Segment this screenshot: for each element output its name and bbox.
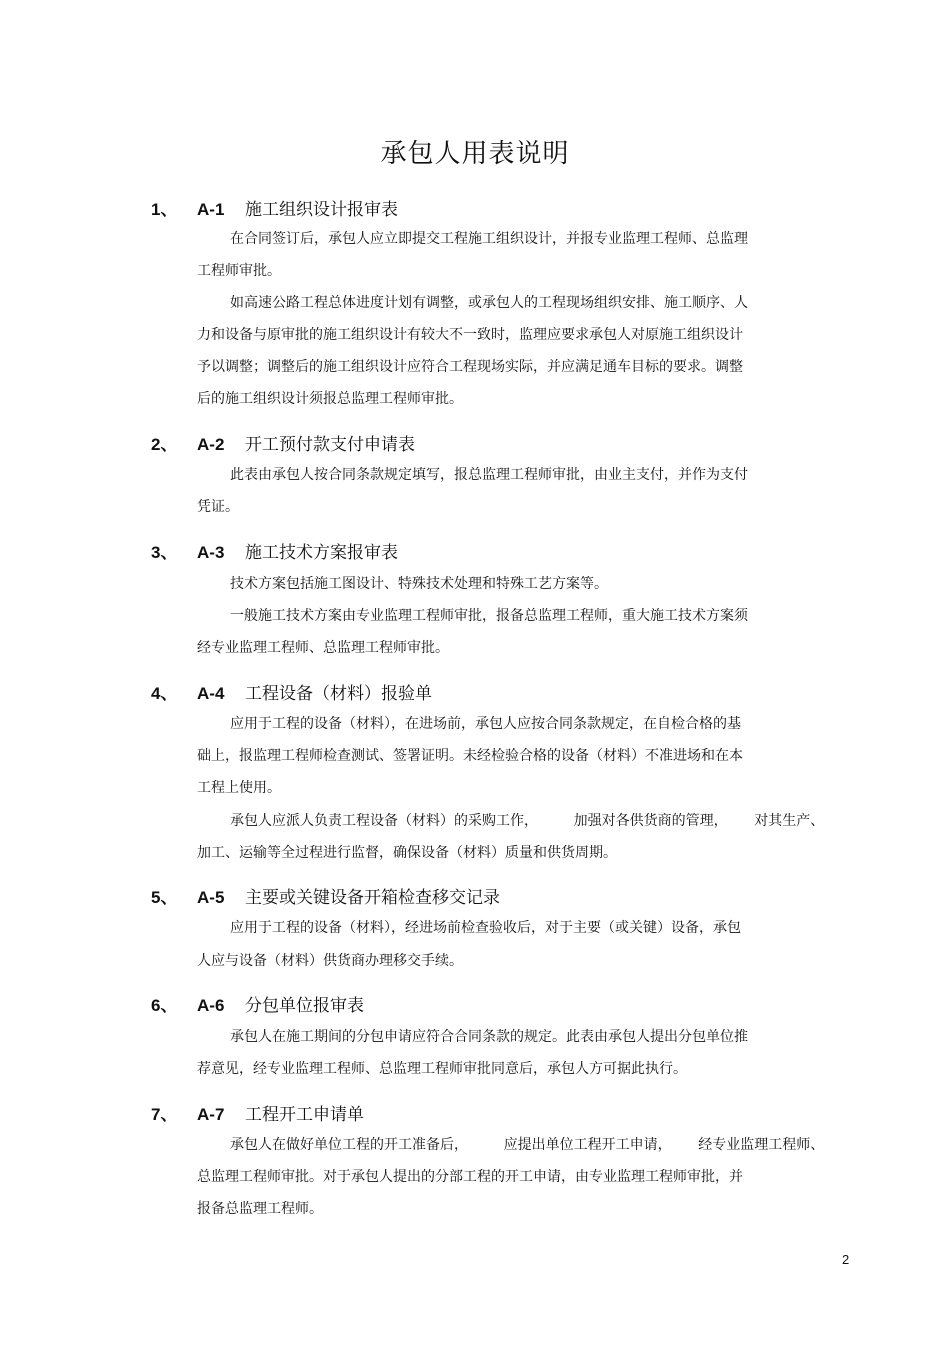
section-title: 工程设备（材料）报验单	[245, 684, 432, 704]
paragraph-line: 人应与设备（材料）供货商办理移交手续。	[197, 953, 463, 969]
paragraph-line: 如高速公路工程总体进度计划有调整，或承包人的工程现场组织安排、施工顺序、人	[230, 295, 748, 311]
paragraph-line: 经专业监理工程师、总监理工程师审批。	[197, 640, 449, 656]
section-number: 6、	[151, 996, 178, 1015]
page-title: 承包人用表说明	[380, 139, 570, 169]
section-heading-a5	[0, 884, 950, 912]
paragraph-line: 承包人应派人负责工程设备（材料）的采购工作， 加强对各供货商的管理， 对其生产、	[230, 813, 825, 829]
paragraph-line: 荐意见，经专业监理工程师、总监理工程师审批同意后，承包人方可据此执行。	[197, 1061, 687, 1077]
paragraph-line: 承包人在做好单位工程的开工准备后， 应提出单位工程开工申请， 经专业监理工程师、	[230, 1137, 825, 1153]
paragraph-line: 在合同签订后，承包人应立即提交工程施工组织设计，并报专业监理工程师、总监理	[230, 231, 748, 247]
paragraph-line: 力和设备与原审批的施工组织设计有较大不一致时，监理应要求承包人对原施工组织设计	[197, 327, 743, 343]
paragraph-line: 加工、运输等全过程进行监督，确保设备（材料）质量和供货周期。	[197, 845, 617, 861]
section-number: 2、	[151, 435, 178, 454]
section-number: 5、	[151, 888, 178, 907]
form-code: A-5	[197, 888, 225, 907]
section-heading-a1	[0, 196, 950, 224]
paragraph-line: 工程上使用。	[197, 780, 281, 796]
form-code: A-2	[197, 435, 225, 454]
paragraph-line: 应用于工程的设备（材料），经进场前检查验收后，对于主要（或关键）设备，承包	[230, 920, 741, 936]
page-number: 2	[842, 1252, 850, 1267]
paragraph-line: 一般施工技术方案由专业监理工程师审批，报备总监理工程师，重大施工技术方案须	[230, 608, 748, 624]
form-code: A-7	[197, 1105, 225, 1124]
section-heading-a3	[0, 539, 950, 567]
section-title: 开工预付款支付申请表	[245, 435, 415, 455]
section-heading-a2	[0, 431, 950, 459]
section-number: 7、	[151, 1105, 178, 1124]
section-heading-a7	[0, 1101, 950, 1129]
section-number: 4、	[151, 684, 178, 703]
section-heading-a6	[0, 992, 950, 1020]
form-code: A-4	[197, 684, 225, 703]
paragraph-line: 工程师审批。	[197, 263, 281, 279]
section-title: 主要或关键设备开箱检查移交记录	[245, 888, 500, 908]
section-title: 分包单位报审表	[245, 996, 364, 1016]
section-heading-a4	[0, 680, 950, 708]
paragraph-line: 应用于工程的设备（材料），在进场前，承包人应按合同条款规定，在自检合格的基	[230, 716, 741, 732]
paragraph-line: 总监理工程师审批。对于承包人提出的分部工程的开工申请，由专业监理工程师审批，并	[197, 1169, 743, 1185]
section-number: 1、	[151, 200, 178, 219]
paragraph-line: 凭证。	[197, 499, 239, 515]
form-code: A-3	[197, 543, 225, 562]
paragraph-line: 技术方案包括施工图设计、特殊技术处理和特殊工艺方案等。	[230, 576, 608, 592]
section-title: 施工技术方案报审表	[245, 543, 398, 563]
paragraph-line: 此表由承包人按合同条款规定填写，报总监理工程师审批，由业主支付，并作为支付	[230, 467, 748, 483]
section-title: 工程开工申请单	[245, 1105, 364, 1125]
form-code: A-6	[197, 996, 225, 1015]
paragraph-line: 予以调整；调整后的施工组织设计应符合工程现场实际，并应满足通车目标的要求。调整	[197, 359, 743, 375]
form-code: A-1	[197, 200, 225, 219]
paragraph-line: 础上，报监理工程师检查测试、签署证明。未经检验合格的设备（材料）不准进场和在本	[197, 748, 743, 764]
section-number: 3、	[151, 543, 178, 562]
paragraph-line: 后的施工组织设计须报总监理工程师审批。	[197, 391, 463, 407]
paragraph-line: 报备总监理工程师。	[197, 1201, 323, 1217]
section-title: 施工组织设计报审表	[245, 200, 398, 220]
paragraph-line: 承包人在施工期间的分包申请应符合合同条款的规定。此表由承包人提出分包单位推	[230, 1029, 748, 1045]
